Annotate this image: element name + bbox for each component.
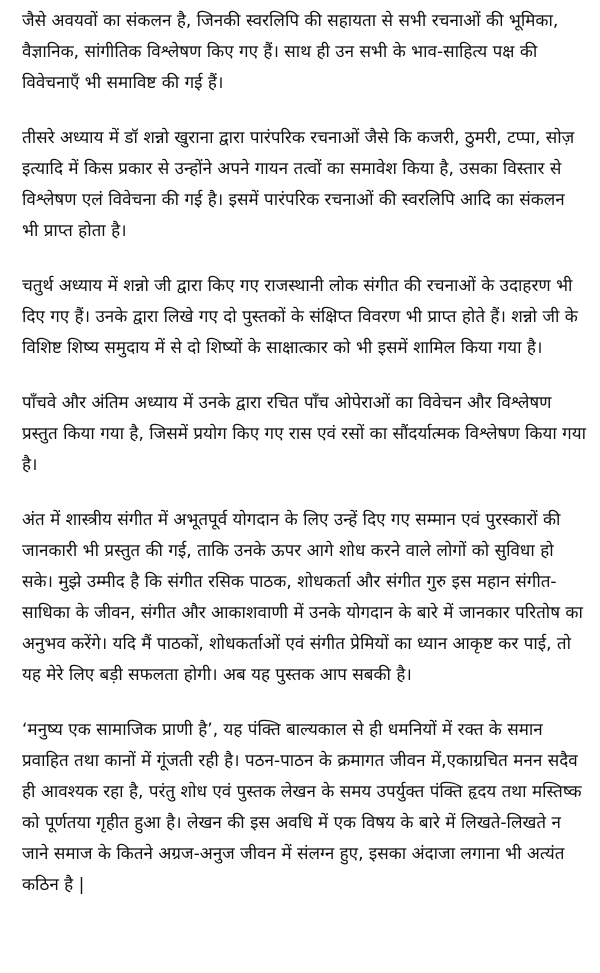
paragraph-1: जैसे अवयवों का संकलन है, जिनकी स्वरलिपि की सहायता से सभी रचनाओं की भूमिका, वैज्ञानिक, सांगीतिक विश्लेषण किए गए हैं। साथ ही उन सभी के भाव-साहित्य पक्ष की विवेचनाएँ भी समाविष्ट की गई हैं। bbox=[22, 11, 559, 93]
paragraph-6: ‘मनुष्य एक सामाजिक प्राणी है’, यह पंक्ति बाल्यकाल से ही धमनियों में रक्त के समान प्रवाहित तथा कानों में गूंजती रही है। पठन-पाठन के क्रमागत जीवन में,एकाग्रचित मनन सदैव ही आवश्यक रहा है, परंतु शोध एवं पुस्तक लेखन के समय उपर्युक्त पंक्ति हृदय तथा मस्तिष्क को पूर्णतया गृहीत हुआ है। लेखन की इस अवधि में एक विषय के बारे में लिखते-लिखते न जाने समाज के कितने अग्रज-अनुज जीवन में संलग्न हुए, इसका अंदाजा लगाना भी अत्यंत कठिन है | bbox=[22, 720, 582, 895]
paragraph-3: चतुर्थ अध्याय में शन्नो जी द्वारा किए गए राजस्थानी लोक संगीत की रचनाओं के उदाहरण भी दिए गए हैं। उनके द्वारा लिखे गए दो पुस्तकों के संक्षिप्त विवरण भी प्राप्त होते हैं। शन्नो जी के विशिष्ट शिष्य समुदाय में से दो शिष्यों के साक्षात्कार को भी इसमें शामिल किया गया है। bbox=[22, 276, 578, 358]
paragraph-4: पाँचवे और अंतिम अध्याय में उनके द्वारा रचित पाँच ओपेराओं का विवेचन और विश्लेषण प्रस्तुत किया गया है, जिसमें प्रयोग किए गए रास एवं रसों का सौंदर्यात्मक विश्लेषण किया गया है। bbox=[22, 393, 586, 475]
paragraph-2: तीसरे अध्याय में डॉ शन्नो खुराना द्वारा पारंपरिक रचनाओं जैसे कि कजरी, ठुमरी, टप्पा, सोज़ इत्यादि में किस प्रकार से उन्होंने अपने गायन तत्वों का समावेश किया है, उसका विस्तार से विश्लेषण एलं विवेचना की गई है। इसमें पारंपरिक रचनाओं की स्वरलिपि आदि का संकलन भी प्राप्त होता है। bbox=[22, 128, 575, 241]
paragraph-5: अंत में शास्त्रीय संगीत में अभूतपूर्व योगदान के लिए उन्हें दिए गए सम्मान एवं पुरस्कारों की जानकारी भी प्रस्तुत की गई, ताकि उनके ऊपर आगे शोध करने वाले लोगों को सुविधा हो सके। मुझे उम्मीद है कि संगीत रसिक पाठक, शोधकर्ता और संगीत गुरु इस महान संगीत-साधिका के जीवन, संगीत और आकाशवाणी में उनके योगदान के बारे में जानकार परितोष का अनुभव करेंगे। यदि मैं पाठकों, शोधकर्ताओं एवं संगीत प्रेमियों का ध्यान आकृष्ट कर पाई, तो यह मेरे लिए बड़ी सफलता होगी। अब यह पुस्तक आप सबकी है। bbox=[22, 510, 583, 685]
